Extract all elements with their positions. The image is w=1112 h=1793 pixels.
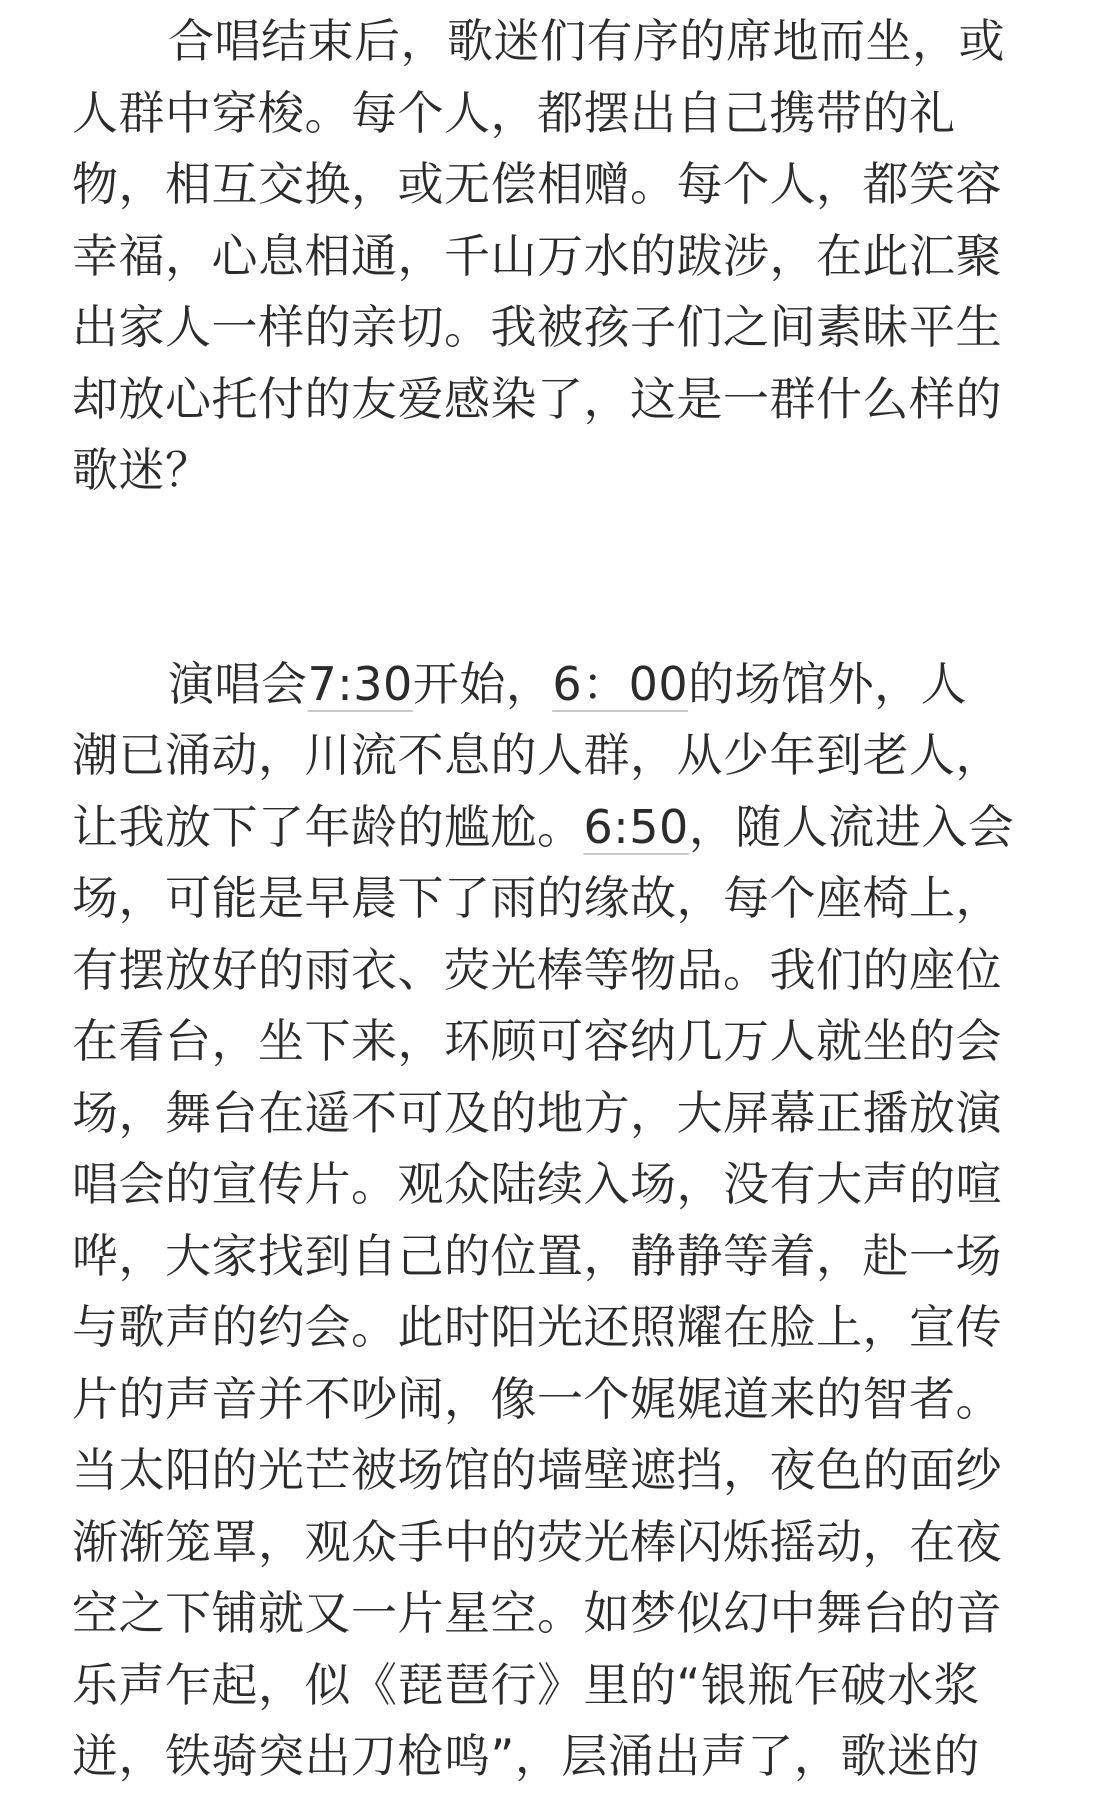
text-line: 歌迷？ <box>72 443 212 497</box>
text-line: 与歌声的约会。此时阳光还照耀在脸上，宣传 <box>72 1300 1002 1354</box>
text-line: 乐声乍起，似《琵琶行》里的“银瓶乍破水浆 <box>72 1657 980 1712</box>
text-line: 人群中穿梭。每个人，都摆出自己携带的礼 <box>72 85 956 140</box>
text-line: 迸，铁骑突出刀枪鸣”，层涌出声了，歌迷的 <box>72 1729 980 1783</box>
text-line: 在看台，坐下来，环顾可容纳几万人就坐的会 <box>72 1014 1002 1068</box>
text-line: 幸福，心息相通，千山万水的跋涉，在此汇聚 <box>72 228 1002 283</box>
time-link-650[interactable]: 6:50 <box>583 799 689 854</box>
text-line: 哗，大家找到自己的位置，静静等着，赴一场 <box>72 1228 1002 1283</box>
text-line: 却放心托付的友爱感染了，这是一群什么样的 <box>72 371 1002 426</box>
text-line: 物，相互交换，或无偿相赠。每个人，都笑容 <box>72 157 1002 211</box>
text-line: 场，舞台在遥不可及的地方，大屏幕正播放演 <box>72 1085 1002 1140</box>
article-body <box>72 6 1040 1793</box>
text-line: 合唱结束后，歌迷们有序的席地而坐，或 <box>168 14 1005 68</box>
text-line: 场，可能是早晨下了雨的缘故，每个座椅上， <box>72 871 1002 925</box>
paragraph-1 <box>72 6 1040 507</box>
text-line: 片的声音并不吵闹，像一个娓娓道来的智者。 <box>72 1371 1002 1426</box>
text-line: 有摆放好的雨衣、荧光棒等物品。我们的座位 <box>72 942 1002 997</box>
text-line: 潮已涌动，川流不息的人群，从少年到老人， <box>72 728 1002 782</box>
text-line: 让我放下了年龄的尴尬。6:50，随人流进入会 <box>72 799 1015 854</box>
text-line: 渐渐笼罩，观众手中的荧光棒闪烁摇动，在夜 <box>72 1514 1002 1569</box>
text-line: 唱会的宣传片。观众陆续入场，没有大声的喧 <box>72 1157 1002 1211</box>
text-line: 演唱会7:30开始，6：00的场馆外，人 <box>168 656 968 711</box>
time-link-600[interactable]: 6：00 <box>552 656 689 711</box>
paragraph-spacer <box>72 507 1040 649</box>
text-line: 空之下铺就又一片星空。如梦似幻中舞台的音 <box>72 1586 1002 1640</box>
text-line: 出家人一样的亲切。我被孩子们之间素昧平生 <box>72 300 1002 354</box>
time-link-730[interactable]: 7:30 <box>307 656 413 711</box>
paragraph-2 <box>72 649 1040 1793</box>
text-line: 当太阳的光芒被场馆的墙壁遮挡，夜色的面纱 <box>72 1443 1002 1497</box>
